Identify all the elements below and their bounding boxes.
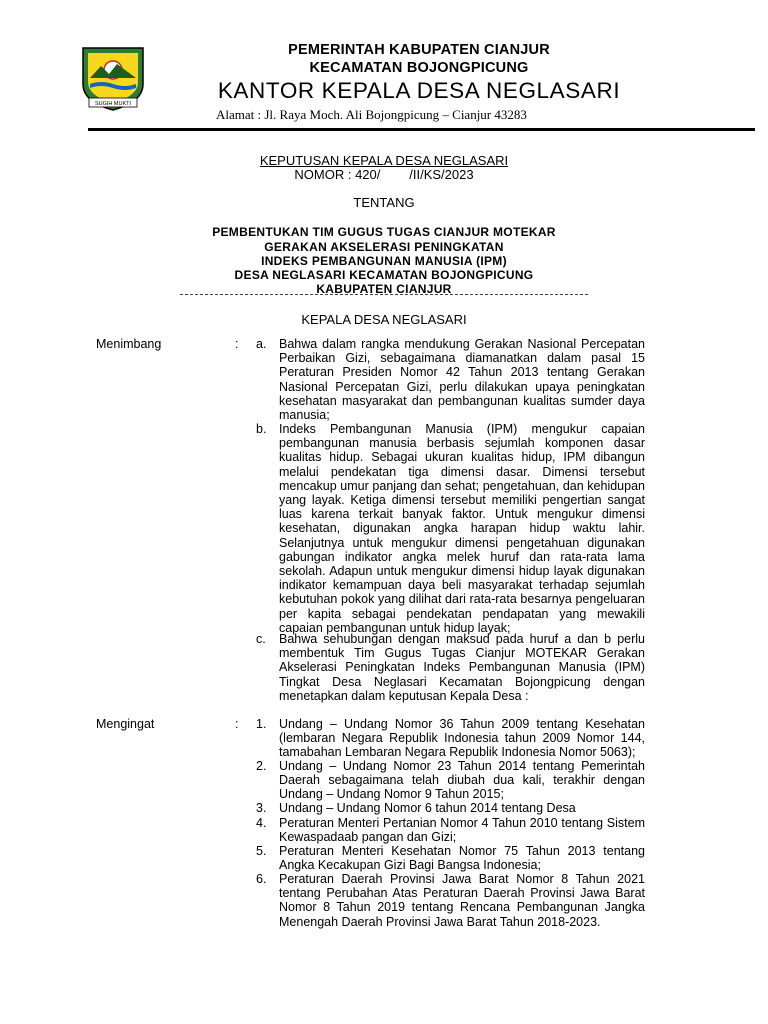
item-marker: 6. [256,872,267,886]
item-marker: 3. [256,801,267,815]
office-name: KANTOR KEPALA DESA NEGLASARI [217,78,621,103]
item-marker: 4. [256,816,267,830]
decree-issuer: KEPALA DESA NEGLASARI [301,312,467,327]
mengingat-item-1: Undang – Undang Nomor 36 Tahun 2009 tentang Kesehatan (lembaran Negara Republik Indonesia tahun 2009 Nomor 144, tamabahan Lembaran Negara Republik Indonesia Nomor 5063); [279,717,645,760]
subject-line: GERAKAN AKSELERASI PENINGKATAN [264,240,504,254]
item-marker: 2. [256,759,267,773]
mengingat-item-5: Peraturan Menteri Kesehatan Nomor 75 Tahun 2013 tentang Angka Kecakupan Gizi Bagi Bangsa Indonesia; [279,844,645,873]
office-address: Alamat : Jl. Raya Moch. Ali Bojongpicung – Cianjur 43283 [216,107,527,122]
decree-about: TENTANG [353,195,415,210]
decree-title: KEPUTUSAN KEPALA DESA NEGLASARI [259,153,509,168]
item-marker: c. [256,632,266,646]
subject-line: DESA NEGLASARI KECAMATAN BOJONGPICUNG [234,268,534,282]
item-marker: b. [256,422,267,436]
mengingat-item-4: Peraturan Menteri Pertanian Nomor 4 Tahun 2010 tentang Sistem Kewaspadaab pangan dan Gizi; [279,816,645,845]
government-name: PEMERINTAH KABUPATEN CIANJUR [288,42,550,58]
emblem-motto: SUGIH MUKTI [94,101,132,107]
item-marker: 1. [256,717,267,731]
menimbang-item-a: Bahwa dalam rangka mendukung Gerakan Nasional Percepatan Perbaikan Gizi, sebagaimana diamanatkan dalam pasal 15 Peraturan Presiden Nomor 42 Tahun 2013 tentang Gerakan Nasional Percepatan Gizi, perlu dilakukan upaya peningkatan kesehatan masyarakat dan pembangunan kualitas sumder daya manusia; [279,337,645,423]
district-name: KECAMATAN BOJONGPICUNG [309,60,529,76]
mengingat-item-2: Undang – Undang Nomor 23 Tahun 2014 tentang Pemerintah Daerah sebagaimana telah diubah dua kali, terakhir dengan Undang – Undang Nomor 9 Tahun 2015; [279,759,645,802]
decree-number: NOMOR : 420/ /II/KS/2023 [294,167,474,182]
mengingat-label: Mengingat [96,717,155,731]
item-marker: a. [256,337,267,351]
letterhead-divider [88,128,755,131]
subject-line: PEMBENTUKAN TIM GUGUS TUGAS CIANJUR MOTEKAR [212,225,556,239]
subject-line: INDEKS PEMBANGUNAN MANUSIA (IPM) [261,254,507,268]
item-marker: 5. [256,844,267,858]
mengingat-colon: : [235,717,239,731]
dashed-divider [180,294,588,295]
mengingat-item-3: Undang – Undang Nomor 6 tahun 2014 tentang Desa [279,801,576,815]
cianjur-regency-emblem [77,44,149,112]
subject-line: KABUPATEN CIANJUR [316,282,452,296]
menimbang-item-c: Bahwa sehubungan dengan maksud pada huruf a dan b perlu membentuk Tim Gugus Tugas Cianjur MOTEKAR Gerakan Akselerasi Peningkatan Indeks Pembangunan Manusia (IPM) Tingkat Desa Neglasari Kecamatan Bojongpicung dengan menetapkan dalam keputusan Kepala Desa : [279,632,645,703]
mengingat-item-6: Peraturan Daerah Provinsi Jawa Barat Nomor 8 Tahun 2021 tentang Perubahan Atas Peraturan Daerah Provinsi Jawa Barat Nomor 8 Tahun 2019 tentang Rencana Pembangunan Jangka Menengah Daerah Provinsi Jawa Barat Tahun 2018-2023. [279,872,645,929]
menimbang-label: Menimbang [96,337,162,351]
menimbang-item-b: Indeks Pembangunan Manusia (IPM) mengukur capaian pembangunan manusia berbasis sejumlah komponen dasar kualitas hidup. Sebagai ukuran kualitas hidup, IPM dibangun melalui pendekatan tiga dimensi dasar. Dimensi tersebut mencakup umur panjang dan sehat; pengetahuan, dan kehidupan yang layak. Ketiga dimensi tersebut memiliki pengertian sangat luas karena terkait banyak faktor. Untuk mengukur dimensi kesehatan, digunakan angka harapan hidup waktu lahir. Selanjutnya untuk mengukur dimensi pengetahuan digunakan gabungan indikator angka melek huruf dan rata-rata lama sekolah. Adapun untuk mengukur dimensi hidup layak digunakan indikator kemampuan daya beli masyarakat terhadap sejumlah kebutuhan pokok yang dilihat dari rata-rata besarnya pengeluaran per kapita sebagai pendekatan pendapatan yang mewakili capaian pembangunan untuk hidup layak; [279,422,645,635]
menimbang-colon: : [235,337,239,351]
